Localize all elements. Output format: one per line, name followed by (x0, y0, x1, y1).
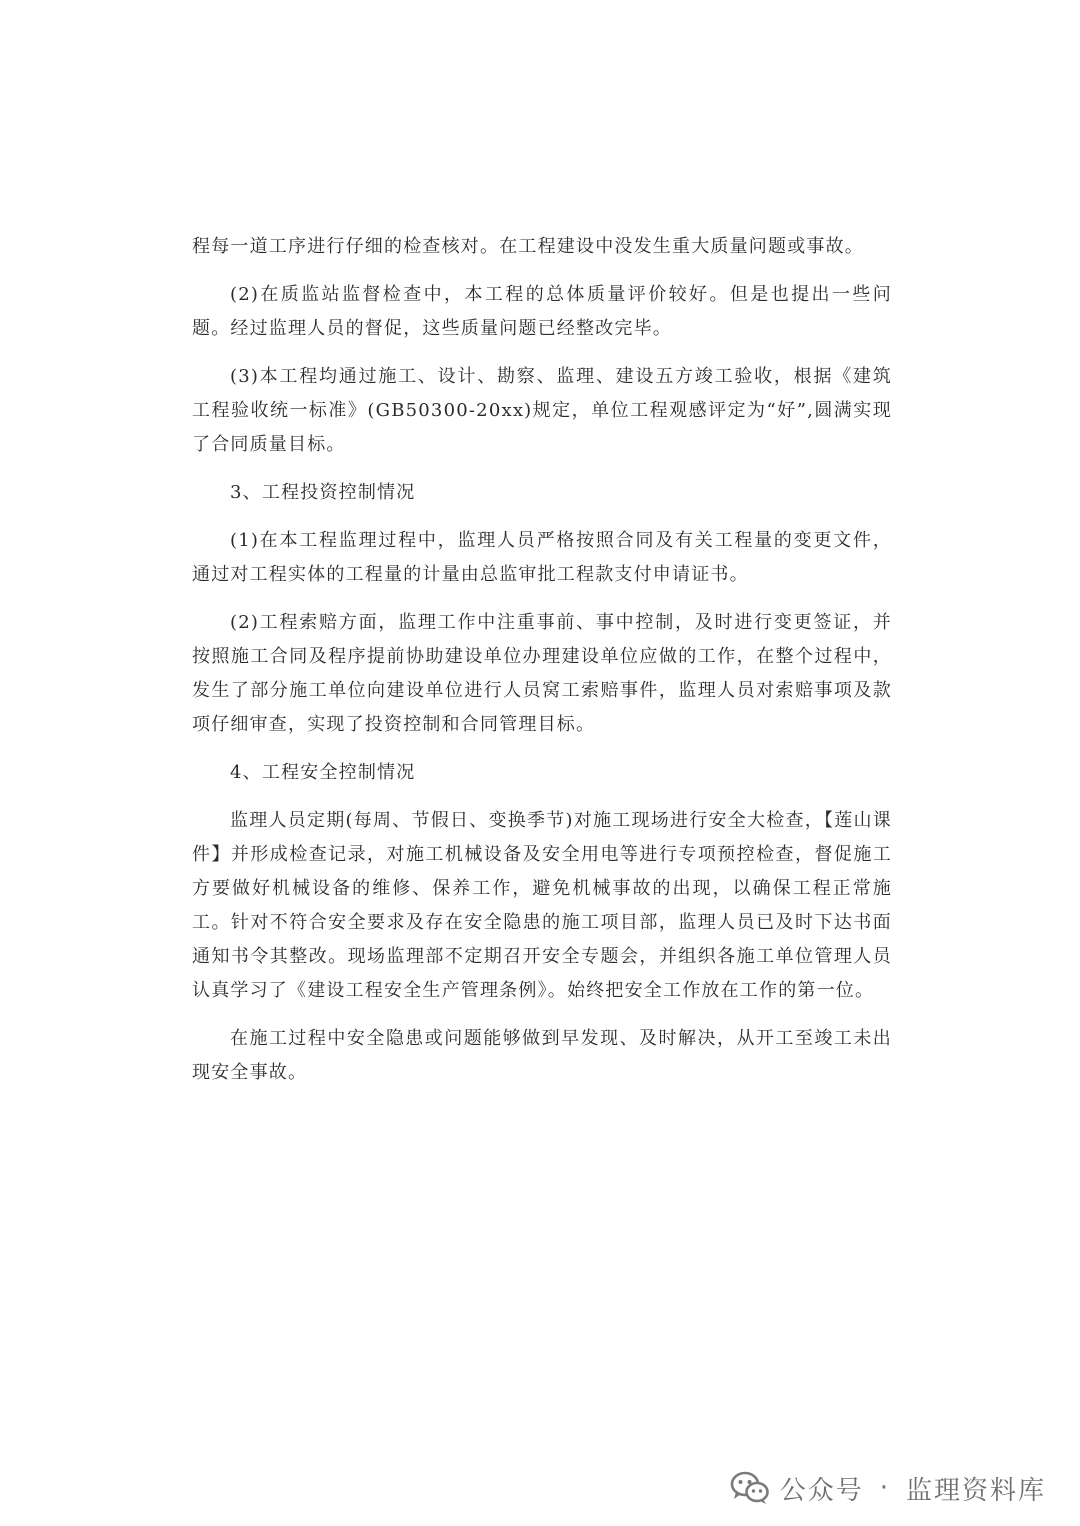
watermark (730, 1466, 1046, 1510)
paragraph-investment-2: (2)工程索赔方面，监理工作中注重事前、事中控制，及时进行变更签证，并按照施工合同及程序提前协助建设单位办理建设单位应做的工作，在整个过程中，发生了部分施工单位向建设单位进行人员窝工索赔事件，监理人员对索赔事项及款项仔细审查，实现了投资控制和合同管理目标。 (192, 612, 892, 735)
document-body (192, 230, 892, 1104)
paragraph-safety-2: 在施工过程中安全隐患或问题能够做到早发现、及时解决，从开工至竣工未出现安全事故。 (192, 1028, 892, 1083)
section-heading-investment: 3、工程投资控制情况 (230, 482, 416, 503)
watermark-account: 监理资料库 (905, 1475, 1046, 1506)
paragraph-quality-3: (3)本工程均通过施工、设计、勘察、监理、建设五方竣工验收，根据《建筑工程验收统一标准》(GB50300-20xx)规定，单位工程观感评定为“好”,圆满实现了合同质量目标。 (192, 366, 892, 455)
paragraph-continuation: 程每一道工序进行仔细的检查核对。在工程建设中没发生重大质量问题或事故。 (192, 236, 864, 257)
watermark-prefix: 公众号 (779, 1475, 864, 1506)
wechat-icon (730, 1470, 770, 1506)
paragraph-quality-2: (2)在质监站监督检查中，本工程的总体质量评价较好。但是也提出一些问题。经过监理人员的督促，这些质量问题已经整改完毕。 (192, 284, 892, 339)
section-heading-safety: 4、工程安全控制情况 (230, 762, 416, 783)
watermark-separator: · (879, 1473, 890, 1503)
paragraph-safety-1: 监理人员定期(每周、节假日、变换季节)对施工现场进行安全大检查，【莲山课件】并形成检查记录，对施工机械设备及安全用电等进行专项预控检查，督促施工方要做好机械设备的维修、保养工作，避免机械事故的出现，以确保工程正常施工。针对不符合安全要求及存在安全隐患的施工项目部，监理人员已及时下达书面通知书令其整改。现场监理部不定期召开安全专题会，并组织各施工单位管理人员认真学习了《建设工程安全生产管理条例》。始终把安全工作放在工作的第一位。 (192, 810, 892, 1001)
paragraph-investment-1: (1)在本工程监理过程中，监理人员严格按照合同及有关工程量的变更文件，通过对工程实体的工程量的计量由总监审批工程款支付申请证书。 (192, 530, 892, 585)
